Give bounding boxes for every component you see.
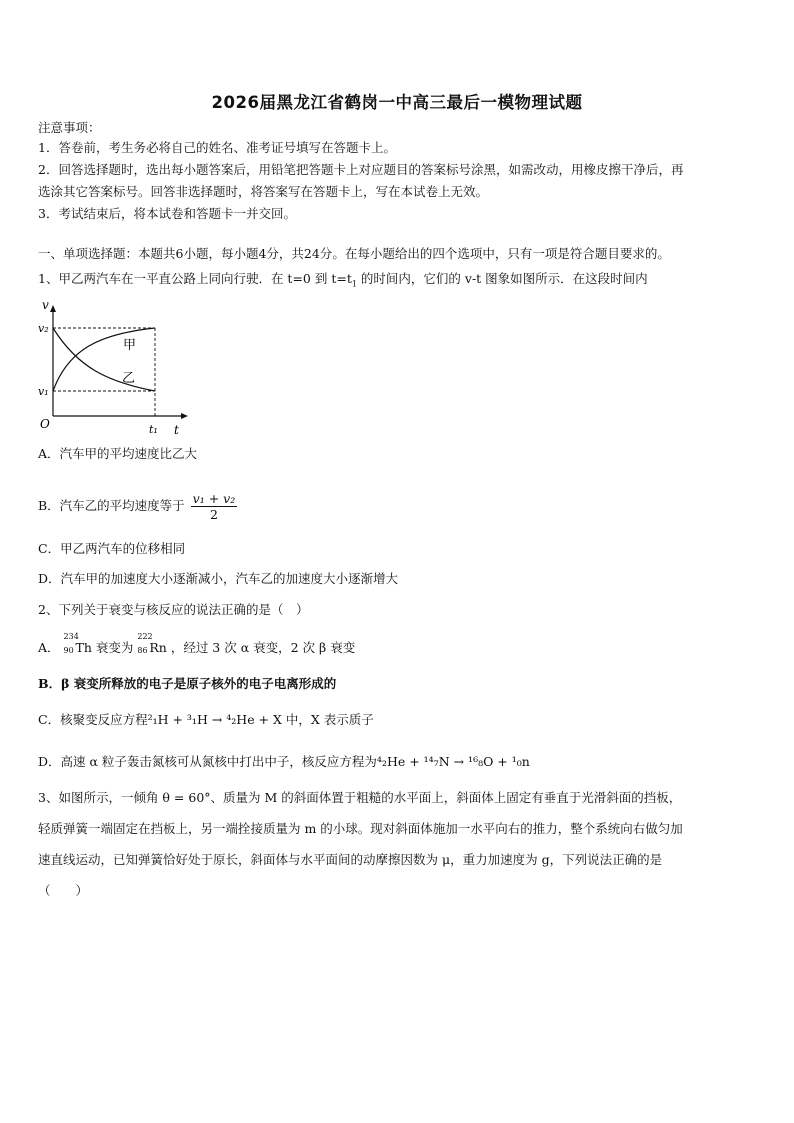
question-2-stem: 2、下列关于衰变与核反应的说法正确的是（ ） <box>38 602 309 617</box>
th-mass-number: 234 <box>63 632 79 641</box>
nuclide-rn <box>137 632 167 658</box>
question-1-option-c: C．甲乙两汽车的位移相同 <box>38 541 186 556</box>
question-2-option-d <box>38 752 530 772</box>
section-heading: 一、单项选择题：本题共6小题，每小题4分，共24分。在每小题给出的四个选项中，只有一项是符合题目要求的。 <box>38 246 670 261</box>
question-3-line-2: 轻质弹簧一端固定在挡板上，另一端拴接质量为 m 的小球。现对斜面体施加一水平向右的推力，整个系统向右做匀加 <box>38 821 683 836</box>
question-1-option-d: D．汽车甲的加速度大小逐渐减小，汽车乙的加速度大小逐渐增大 <box>38 571 399 586</box>
question-2-option-a <box>38 632 356 658</box>
curve-jia <box>53 328 155 391</box>
t1-label: t₁ <box>149 423 158 436</box>
question-1-stem-b: 的时间内，它们的 v-t 图象如图所示．在这段时间内 <box>356 271 648 286</box>
fusion-equation: ²₁H + ³₁H → ⁴₂He + X <box>147 712 282 727</box>
th-symbol: Th <box>75 640 92 655</box>
notice-item-2-cont: 选涂其它答案标号。回答非选择题时，将答案写在答题卡上，写在本试卷上无效。 <box>38 184 489 199</box>
notice-heading: 注意事项： <box>38 120 101 135</box>
yi-label: 乙 <box>122 371 136 386</box>
rn-atomic-number: 86 <box>137 646 148 655</box>
rn-symbol: Rn <box>149 640 167 655</box>
t-axis-label: t <box>174 423 179 437</box>
question-1-stem-sub: 1 <box>351 279 357 289</box>
origin-label: O <box>40 417 50 431</box>
question-3-line-1: 3、如图所示，一倾角 θ = 60°、质量为 M 的斜面体置于粗糙的水平面上，斜面体上固定有垂直于光滑斜面的挡板， <box>38 790 682 805</box>
question-1-option-b <box>38 491 237 522</box>
question-2-option-b: B．β 衰变所释放的电子是原子核外的电子电离形成的 <box>38 676 337 691</box>
v-axis-label: v <box>42 298 49 312</box>
page-title: 2026届黑龙江省鹤岗一中高三最后一模物理试题 <box>211 93 583 112</box>
question-2-option-c <box>38 710 374 730</box>
option-d-prefix: D．高速 α 粒子轰击氮核可从氮核中打出中子，核反应方程为 <box>38 754 377 769</box>
notice-item-1: 1．答卷前，考生务必将自己的姓名、准考证号填写在答题卡上。 <box>38 140 396 155</box>
option-c-suffix: 中，X 表示质子 <box>281 712 374 727</box>
option-a-prefix: A． <box>38 640 60 655</box>
question-3-line-4: （ ） <box>38 883 89 898</box>
question-3-line-3: 速直线运动，已知弹簧恰好处于原长，斜面体与水平面间的动摩擦因数为 μ，重力加速度为 g，下列说法正确的是 <box>38 852 663 867</box>
option-a-mid: 衰变为 <box>95 640 138 655</box>
th-atomic-number: 90 <box>63 646 74 655</box>
nuclide-th <box>63 632 92 658</box>
curve-yi <box>53 328 155 391</box>
reaction-equation: ⁴₂He + ¹⁴₇N → ¹⁶₈O + ¹₀n <box>376 754 530 769</box>
fraction-denominator: 2 <box>209 507 218 522</box>
question-1-option-b-text: B．汽车乙的平均速度等于 <box>38 498 185 513</box>
vt-graph <box>36 298 196 438</box>
option-a-suffix: ，经过 3 次 α 衰变，2 次 β 衰变 <box>170 640 356 655</box>
rn-mass-number: 222 <box>137 632 153 641</box>
v-axis-arrow <box>50 305 56 312</box>
question-1-stem <box>38 270 648 294</box>
notice-item-2: 2．回答选择题时，选出每小题答案后，用铅笔把答题卡上对应题目的答案标号涂黑，如需改动，用橡皮擦干净后，再 <box>38 162 684 177</box>
question-1-stem-a: 1、甲乙两汽车在一平直公路上同向行驶．在 t=0 到 t=t <box>38 271 352 286</box>
fraction-v1-plus-v2-over-2 <box>191 491 238 522</box>
fraction-numerator: v₁ + v₂ <box>192 491 236 506</box>
option-c-prefix: C．核聚变反应方程 <box>38 712 148 727</box>
t-axis-arrow <box>181 413 188 419</box>
v1-label: v₁ <box>38 385 49 398</box>
notice-item-3: 3．考试结束后，将本试卷和答题卡一并交回。 <box>38 206 296 221</box>
question-1-option-a: A．汽车甲的平均速度比乙大 <box>38 446 198 461</box>
jia-label: 甲 <box>123 338 137 353</box>
v2-label: v₂ <box>38 322 49 335</box>
